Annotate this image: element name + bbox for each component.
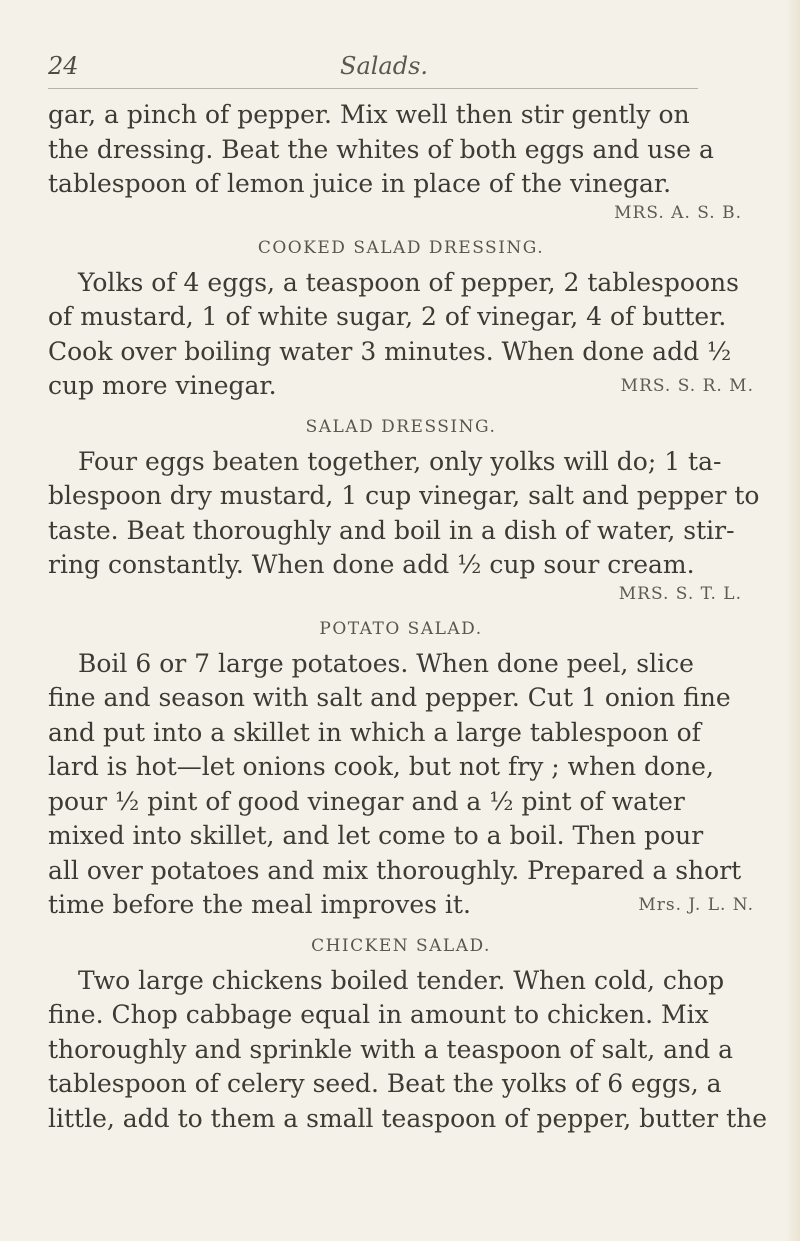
paragraph-line: gar, a pinch of pepper. Mix well then stir gently on xyxy=(48,100,690,129)
section-paragraph xyxy=(48,445,760,583)
recipe-title: COOKED SALAD DRESSING. xyxy=(257,237,545,258)
header-rule xyxy=(48,88,698,89)
paragraph-line: tablespoon of celery seed. Beat the yolks of 6 eggs, a xyxy=(48,1069,722,1098)
recipe-title: POTATO SALAD. xyxy=(319,618,483,639)
running-title: Salads. xyxy=(340,52,429,80)
recipe-signature: Mrs. J. L. N. xyxy=(638,895,754,915)
paragraph-line: fine and season with salt and pepper. Cut 1 onion fine xyxy=(48,683,731,712)
page-edge-shadow xyxy=(786,0,800,1241)
paragraph-line: Two large chickens boiled tender. When cold, chop xyxy=(78,965,725,995)
paragraph-line: tablespoon of lemon juice in place of the vinegar. xyxy=(48,169,672,198)
paragraph-line: Yolks of 4 eggs, a teaspoon of pepper, 2 tablespoons xyxy=(78,267,739,297)
page-number: 24 xyxy=(48,52,79,80)
section-paragraph xyxy=(48,266,754,404)
page-header xyxy=(48,52,698,88)
section-salad-dressing xyxy=(48,415,760,606)
paragraph-line: taste. Beat thoroughly and boil in a dish of water, stir- xyxy=(48,515,735,545)
section-cooked-salad-dressing xyxy=(48,236,754,404)
recipe-signature: MRS. S. R. M. xyxy=(620,376,754,396)
paragraph-line: thoroughly and sprinkle with a teaspoon of salt, and a xyxy=(48,1034,734,1064)
paragraph-line: of mustard, 1 of white sugar, 2 of vinegar, 4 of butter. xyxy=(48,302,727,331)
paragraph-line: ring constantly. When done add ½ cup sour cream. xyxy=(48,550,695,579)
page-content xyxy=(48,98,768,1147)
paragraph-line: time before the meal improves it. xyxy=(48,890,471,919)
paragraph-line: Boil 6 or 7 large potatoes. When done peel, slice xyxy=(78,648,694,678)
paragraph-line: Cook over boiling water 3 minutes. When done add ½ xyxy=(48,336,732,366)
paragraph-last-line xyxy=(48,888,754,923)
paragraph-line: blespoon dry mustard, 1 cup vinegar, salt and pepper to xyxy=(48,481,760,510)
recipe-title: CHICKEN SALAD. xyxy=(311,935,491,956)
section-paragraph xyxy=(48,647,754,923)
section-chicken-salad xyxy=(48,934,768,1137)
paragraph-line: cup more vinegar. xyxy=(48,371,277,400)
recipe-signature: MRS. S. T. L. xyxy=(618,583,742,604)
paragraph-line: all over potatoes and mix thoroughly. Prepared a short xyxy=(48,855,742,885)
section-paragraph xyxy=(48,964,768,1137)
paragraph-line: the dressing. Beat the whites of both eggs and use a xyxy=(48,134,714,164)
section-potato-salad xyxy=(48,617,754,923)
paragraph-line: and put into a skillet in which a large tablespoon of xyxy=(48,717,701,747)
paragraph-line: mixed into skillet, and let come to a boil. Then pour xyxy=(48,821,704,850)
paragraph-line: fine. Chop cabbage equal in amount to chicken. Mix xyxy=(48,1000,709,1029)
recipe-title: SALAD DRESSING. xyxy=(305,416,497,437)
paragraph-line: Four eggs beaten together, only yolks will do; 1 ta- xyxy=(78,446,722,476)
paragraph-line: little, add to them a small teaspoon of pepper, butter the xyxy=(48,1103,768,1133)
paragraph-last-line xyxy=(48,369,754,404)
section-paragraph xyxy=(48,98,754,202)
recipe-signature: MRS. A. S. B. xyxy=(614,202,742,223)
section-salad-dressing-end xyxy=(48,98,754,225)
paragraph-line: pour ½ pint of good vinegar and a ½ pint of water xyxy=(48,786,685,816)
paragraph-line: lard is hot—let onions cook, but not fry ; when done, xyxy=(48,752,714,781)
